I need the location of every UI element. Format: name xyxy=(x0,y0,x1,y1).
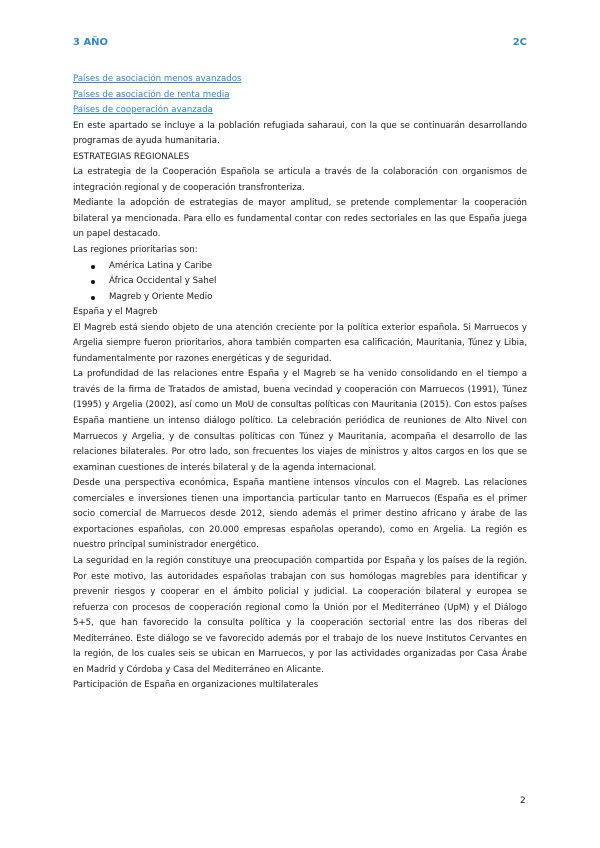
region-item: América Latina y Caribe xyxy=(73,259,527,275)
paragraph-estrategia: La estrategia de la Cooperación Española se articula a través de la colaboración con organismos de integración regional y de cooperación transfronteriza. xyxy=(73,167,527,193)
document-body xyxy=(73,72,527,694)
paragraph-refugiados: En este apartado se incluye a la población refugiada saharaui, con la que se continuarán desarrollando programas de ayuda humanitaria. xyxy=(73,120,527,147)
page-number: 2 xyxy=(520,796,526,806)
link-paises-menos-avanzados[interactable]: Países de asociación menos avanzados xyxy=(73,74,242,84)
header-group: 2C xyxy=(512,37,527,48)
region-item: África Occidental y Sahel xyxy=(73,274,527,290)
header-course: 3 AÑO xyxy=(73,37,109,48)
link-paises-renta-media[interactable]: Países de asociación de renta media xyxy=(73,89,230,100)
heading-estrategias-regionales: ESTRATEGIAS REGIONALES xyxy=(73,151,190,162)
paragraph-regiones-intro: Las regiones prioritarias son: xyxy=(73,245,198,256)
paragraph-adopcion: Mediante la adopción de estrategias de mayor amplitud, se pretende complementar la cooperación bilateral ya mencionada. Para ello es fundamental contar con redes sectoriales en las que España juega un papel destacado. xyxy=(73,198,527,240)
regions-list xyxy=(73,259,527,306)
page-header xyxy=(73,37,527,53)
paragraph-magreb-relaciones: La profundidad de las relaciones entre España y el Magreb se ha venido consolidando en el tiempo a través de la firma de Tratados de amistad, buena vecindad y cooperación con Marruecos (1991), Túnez (1995) y Argelia (2002), así como un MoU de consultas políticas con Mauritania (2015). Con estos países España mantiene un intenso diálogo político. La celebración periódica de reuniones de Alto Nivel con Marruecos y Argelia, y de consultas políticas con Túnez y Mauritania, acompaña el desarrollo de las relaciones bilaterales. Por otro lado, son frecuentes los viajes de ministros y altos cargos en los que se examinan cuestiones de interés bilateral y de la agenda internacional. xyxy=(73,369,527,473)
heading-participacion: Participación de España en organizaciones multilaterales xyxy=(73,680,319,691)
region-item: Magreb y Oriente Medio xyxy=(73,290,527,306)
heading-espana-magreb: España y el Magreb xyxy=(73,307,158,318)
paragraph-magreb-atencion: El Magreb está siendo objeto de una atención creciente por la política exterior española. Si Marruecos y Argelia siempre fueron prioritarios, ahora también comparten esa calificación, Mauritania, Túnez y Libia, fundamentalmente por razones energéticas y de seguridad. xyxy=(73,322,527,364)
paragraph-magreb-seguridad: La seguridad en la región constituye una preocupación compartida por España y los países de la región. Por este motivo, las autoridades españolas trabajan con sus homólogas magrebíes para identificar y prevenir riesgos y cooperar en el ámbito policial y judicial. La cooperación bilateral y europea se refuerza con procesos de cooperación regional como la Unión por el Mediterráneo (UpM) y el Diálogo 5+5, que han favorecido la consulta política y la cooperación sectorial entre las dos riberas del Mediterráneo. Este diálogo se ve favorecido además por el trabajo de los nueve Institutos Cervantes en la región, de los cuales seis se ubican en Marruecos, y por las actividades organizadas por Casa Árabe en Madrid y Córdoba y Casa del Mediterráneo en Alicante. xyxy=(73,555,527,675)
country-links xyxy=(73,72,527,119)
link-paises-cooperacion-avanzada[interactable]: Países de cooperación avanzada xyxy=(73,105,213,116)
paragraph-magreb-economia: Desde una perspectiva económica, España mantiene intensos vínculos con el Magreb. Las relaciones comerciales e inversiones tienen una importancia particular tanto en Marruecos (España es el primer socio comercial de Marruecos desde 2012, siendo además el primer destino africano y árabe de las exportaciones españolas, con 20.000 empresas españolas operando), como en Argelia. La región es nuestro principal suministrador energético. xyxy=(73,478,527,551)
